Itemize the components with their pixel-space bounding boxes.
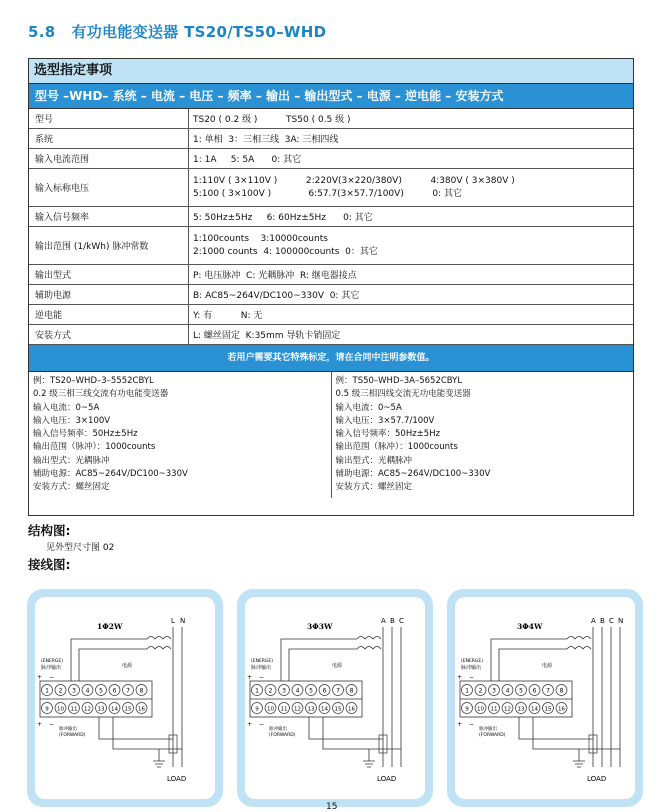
row-options: [189, 227, 633, 264]
option-line: 5:100 ( 3×100V ) 6:57.7(3×57.7/100V) 0: 其它: [193, 189, 463, 199]
phase-label: C: [609, 617, 614, 625]
option-line: B: AC85~264V/DC100~330V 0: 其它: [193, 291, 360, 301]
table-row: [29, 227, 633, 265]
minus-sign: −: [49, 674, 55, 681]
terminal-number: 11: [280, 706, 288, 713]
pulse-label: (FORWARD): [269, 733, 296, 738]
ground-icon: [573, 761, 585, 767]
pulse-label: 脉冲输出: [461, 665, 482, 671]
table-row: [29, 129, 633, 149]
row-label: 安装方式: [29, 325, 189, 344]
row-label: 输出型式: [29, 265, 189, 284]
ground-icon: [363, 761, 375, 767]
terminal-number: 8: [559, 687, 564, 695]
terminal-number: 6: [322, 687, 327, 695]
terminal-number: 3: [72, 687, 76, 695]
load-label: LOAD: [587, 775, 607, 783]
terminal-number: 16: [138, 706, 145, 713]
ct-coil: [147, 637, 171, 640]
row-options: [189, 265, 633, 284]
vt-coil: [567, 647, 591, 650]
row-label: 型号: [29, 109, 189, 128]
terminal-number: 11: [490, 706, 498, 713]
terminal-number: 11: [70, 706, 78, 713]
terminal-number: 16: [348, 706, 355, 713]
example-line: 安装方式：螺丝固定: [33, 482, 110, 493]
terminal-number: 4: [295, 687, 300, 695]
example-line: 输入电压：3×100V: [33, 415, 111, 426]
row-label: 输入信号频率: [29, 207, 189, 226]
table-row: [29, 149, 633, 169]
row-options: [189, 285, 633, 304]
example-line: 输入电压：3×57.7/100V: [335, 415, 435, 426]
phase-label: A: [381, 617, 386, 625]
terminal-number: 13: [307, 706, 315, 713]
terminal-number: 3: [492, 687, 496, 695]
table-row: [29, 169, 633, 207]
terminal-number: 7: [336, 687, 340, 695]
option-line: P: 电压脉冲 C: 光耦脉冲 R: 继电器接点: [193, 271, 357, 281]
terminal-number: 9: [255, 706, 259, 713]
phase-label: N: [180, 617, 186, 625]
terminal-number: 13: [517, 706, 525, 713]
selection-table: [28, 58, 634, 516]
minus-sign: −: [259, 674, 265, 681]
terminal-number: 1: [45, 687, 49, 695]
diagram-label: 3Φ4W: [517, 622, 543, 631]
example-line: 0.5 级三相四线交流无功电能变送器: [335, 389, 471, 400]
examples: [29, 372, 633, 498]
example-line: 输出型式：光耦脉冲: [33, 455, 110, 466]
pulse-label: 脉冲输出: [269, 727, 287, 732]
example-ts50: [332, 372, 634, 498]
example-line: 例：TS20–WHD–3–5552CBYL: [33, 376, 154, 386]
example-line: 辅助电源：AC85~264V/DC100~330V: [33, 469, 188, 480]
terminal-number: 2: [478, 687, 483, 695]
table-row: [29, 109, 633, 129]
ground-icon: [153, 761, 165, 767]
load-label: LOAD: [377, 775, 397, 783]
terminal-number: 10: [477, 706, 484, 713]
row-options: [189, 149, 633, 168]
example-line: 安装方式：螺丝固定: [335, 482, 413, 493]
terminal-number: 15: [124, 706, 132, 713]
load-wire: [533, 717, 620, 749]
load-wire: [323, 717, 401, 749]
ct-coil: [567, 637, 591, 640]
terminal-number: 4: [505, 687, 510, 695]
terminal-number: 10: [57, 706, 64, 713]
table-row: [29, 285, 633, 305]
phase-label: C: [399, 617, 404, 625]
row-label: 系统: [29, 129, 189, 148]
option-line: Y: 有 N: 无: [193, 311, 263, 321]
row-label: 逆电能: [29, 305, 189, 324]
phase-label: L: [171, 617, 175, 625]
pulse-label: (FORWARD): [479, 733, 506, 738]
example-line: 输出范围（脉冲）：1000counts: [33, 442, 156, 453]
terminal-number: 12: [504, 706, 511, 713]
terminal-number: 14: [531, 706, 538, 713]
minus-sign: −: [259, 721, 265, 728]
terminal-number: 1: [465, 687, 469, 695]
terminal-number: 12: [84, 706, 91, 713]
wiring-diagram-1p2w: [27, 589, 223, 807]
terminal-number: 10: [267, 706, 274, 713]
phase-label: B: [390, 617, 395, 625]
pulse-label: (ENERGE): [41, 659, 64, 664]
power-label: 电源: [122, 663, 133, 669]
wiring-diagram-3p3w: [237, 589, 433, 807]
option-line: 1: 1A 5: 5A 0: 其它: [193, 155, 302, 165]
option-line: 1: 单相 3：三相三线 3A: 三相四线: [193, 135, 339, 145]
pulse-label: 脉冲输出: [41, 665, 62, 671]
structure-title: 结构图:: [28, 523, 71, 538]
plus-sign: +: [37, 674, 43, 681]
section-heading: 有功电能变送器 TS20/TS50–WHD: [71, 23, 327, 41]
row-options: [189, 325, 633, 344]
option-line: L: 螺丝固定 K:35mm 导轨卡销固定: [193, 331, 341, 341]
option-line: 1:100counts 3:10000counts: [193, 234, 328, 244]
example-line: 输入电流：0~5A: [33, 402, 100, 413]
pulse-label: (ENERGE): [461, 659, 484, 664]
plus-sign: +: [247, 721, 253, 728]
terminal-number: 14: [321, 706, 328, 713]
row-label: 输入电流范围: [29, 149, 189, 168]
diagram-label: 3Φ3W: [307, 622, 333, 631]
load-wire: [99, 717, 173, 739]
terminal-number: 2: [58, 687, 63, 695]
row-options: [189, 169, 633, 206]
terminal-number: 5: [519, 687, 523, 695]
page-number: 15: [326, 802, 338, 812]
section-title: [28, 21, 342, 42]
pulse-label: (ENERGE): [251, 659, 274, 664]
phase-label: A: [591, 617, 596, 625]
terminal-number: 16: [558, 706, 565, 713]
example-line: 输入信号频率：50Hz±5Hz: [335, 429, 441, 440]
load-wire: [519, 717, 593, 739]
example-line: 输出型式：光耦脉冲: [335, 455, 413, 466]
table-row: [29, 305, 633, 325]
table-row: [29, 207, 633, 227]
ct-coil: [357, 637, 381, 640]
row-options: [189, 305, 633, 324]
minus-sign: −: [469, 721, 475, 728]
plus-sign: +: [247, 674, 253, 681]
example-line: 输出范围（脉冲）：1000counts: [335, 442, 458, 453]
terminal-number: 13: [97, 706, 105, 713]
section-number: 5.8: [28, 23, 56, 41]
terminal-number: 7: [546, 687, 550, 695]
load-wire: [309, 717, 383, 739]
power-label: 电源: [542, 663, 553, 669]
plus-sign: +: [457, 721, 463, 728]
terminal-number: 9: [45, 706, 49, 713]
terminal-number: 5: [99, 687, 103, 695]
row-options: [189, 207, 633, 226]
option-line: TS20 ( 0.2 级 ) TS50 ( 0.5 级 ): [193, 115, 351, 125]
option-line: 1:110V ( 3×110V ) 2:220V(3×220/380V) 4:380V ( 3×380V ): [193, 176, 515, 186]
terminal-number: 15: [334, 706, 342, 713]
model-code-bar: 型号 –WHD– 系统 – 电流 – 电压 – 频率 – 输出 – 输出型式 – 电源 – 逆电能 – 安装方式: [29, 84, 633, 109]
terminal-number: 6: [532, 687, 537, 695]
pulse-label: (FORWARD): [59, 733, 86, 738]
terminal-number: 9: [465, 706, 469, 713]
minus-sign: −: [49, 721, 55, 728]
vt-coil: [357, 647, 381, 650]
minus-sign: −: [469, 674, 475, 681]
example-line: 0.2 级三相三线交流有功电能变送器: [33, 389, 169, 400]
phase-label: B: [600, 617, 605, 625]
terminal-number: 6: [112, 687, 117, 695]
load-wire: [113, 717, 182, 749]
terminal-number: 12: [294, 706, 301, 713]
table-caption: 选型指定事项: [29, 59, 633, 84]
row-options: [189, 129, 633, 148]
row-label: 输出范围 (1/kWh) 脉冲常数: [29, 227, 189, 264]
load-label: LOAD: [167, 775, 187, 783]
terminal-number: 3: [282, 687, 286, 695]
row-label: 辅助电源: [29, 285, 189, 304]
example-line: 输入电流：0~5A: [335, 402, 402, 413]
plus-sign: +: [37, 721, 43, 728]
example-line: 输入信号频率：50Hz±5Hz: [33, 429, 138, 440]
terminal-number: 8: [349, 687, 354, 695]
plus-sign: +: [457, 674, 463, 681]
table-row: [29, 265, 633, 285]
pulse-label: 脉冲输出: [479, 727, 497, 732]
terminal-number: 4: [85, 687, 90, 695]
table-row: [29, 325, 633, 345]
example-line: 例：TS50–WHD–3A–5652CBYL: [335, 376, 463, 386]
power-label: 电源: [332, 663, 343, 669]
terminal-number: 8: [139, 687, 144, 695]
example-ts20: [29, 372, 332, 498]
vt-coil: [147, 647, 171, 650]
wiring-diagram-3p4w: [447, 589, 643, 807]
pulse-label: 脉冲输出: [59, 727, 77, 732]
special-note: 若用户需要其它特殊标定，请在合同中注明参数值。: [29, 345, 633, 372]
option-line: 2:1000 counts 4: 100000counts 0：其它: [193, 247, 378, 257]
wiring-title: 接线图:: [28, 557, 71, 572]
terminal-number: 5: [309, 687, 313, 695]
diagram-label: 1Φ2W: [97, 622, 123, 631]
example-line: 辅助电源：AC85~264V/DC100~330V: [335, 469, 491, 480]
terminal-number: 15: [544, 706, 552, 713]
terminal-number: 14: [111, 706, 118, 713]
phase-label: N: [618, 617, 624, 625]
terminal-number: 1: [255, 687, 259, 695]
structure-note: 见外型尺寸图 02: [46, 543, 115, 553]
terminal-number: 7: [126, 687, 130, 695]
row-options: [189, 109, 633, 128]
row-label: 输入标称电压: [29, 169, 189, 206]
option-line: 5: 50Hz±5Hz 6: 60Hz±5Hz 0: 其它: [193, 213, 373, 223]
pulse-label: 脉冲输出: [251, 665, 272, 671]
terminal-number: 2: [268, 687, 273, 695]
